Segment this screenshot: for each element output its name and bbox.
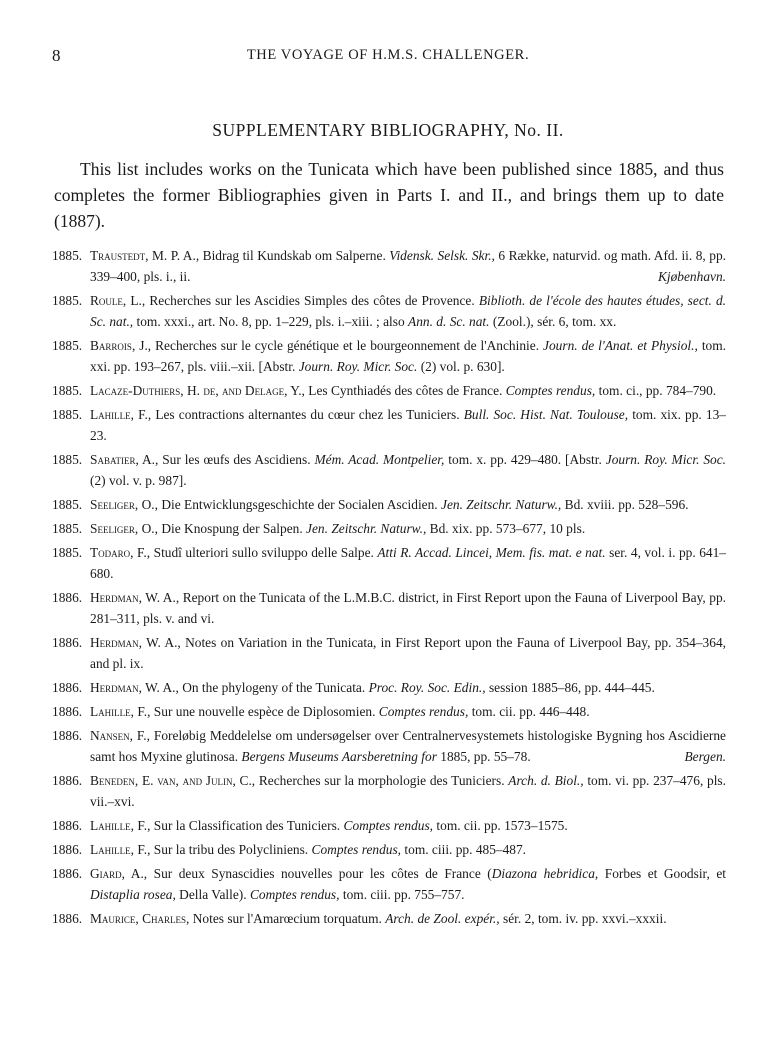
entry-details: tom. xxxi., art. No. 8, pp. 1–229, pls. i.–xiii. ; also — [136, 314, 405, 329]
entry-journal: Ann. d. Sc. nat. — [408, 314, 490, 329]
bibliography-entry — [52, 380, 726, 401]
entry-title: Report on the Tunicata of the L.M.B.C. district, in First Report upon the Fauna of Liverpool Bay, pp. 281–311, pls. v. and vi. — [90, 590, 726, 626]
entry-year: 1886. — [52, 842, 83, 857]
bibliography-entry — [52, 587, 726, 629]
entry-title: On the phylogeny of the Tunicata. — [182, 680, 366, 695]
entry-year: 1886. — [52, 680, 83, 695]
entry-journal: Comptes rendus, — [378, 704, 469, 719]
bibliography-entry — [52, 542, 726, 584]
entry-journal: Bergens Museums Aarsberetning for — [241, 749, 437, 764]
bibliography-entry — [52, 518, 726, 539]
bibliography-entry — [52, 335, 726, 377]
entry-details: (Zool.), sér. 6, tom. xx. — [492, 314, 617, 329]
entry-journal: Vidensk. Selsk. Skr., — [389, 248, 495, 263]
entry-journal: Proc. Roy. Soc. Edin., — [368, 680, 486, 695]
entry-author: Lahille, F., — [90, 704, 151, 719]
entry-details: 1885, pp. 55–78. — [440, 749, 531, 764]
entry-title: Recherches sur le cycle génétique et le bourgeonnement de l'Anchinie. — [155, 338, 540, 353]
entry-details: tom. xxi. pp. 193–267, pls. viii.–xii. [Abstr. — [90, 338, 726, 374]
entry-journal: Arch. de Zool. expér., — [385, 911, 500, 926]
entry-year: 1885. — [52, 248, 83, 263]
bibliography-entry — [52, 863, 726, 905]
entry-year: 1886. — [52, 728, 83, 743]
section-title: SUPPLEMENTARY BIBLIOGRAPHY, No. II. — [212, 120, 564, 140]
entry-details: tom. ci., pp. 784–790. — [598, 383, 717, 398]
entry-title: Studî ulteriori sullo sviluppo delle Salpe. — [153, 545, 374, 560]
entry-author: Barrois, J., — [90, 338, 152, 353]
entry-year: 1886. — [52, 866, 83, 881]
bibliography-entry — [52, 908, 726, 929]
entry-journal: Jen. Zeitschr. Naturw., — [441, 497, 562, 512]
entry-year: 1885. — [52, 383, 83, 398]
entry-year: 1886. — [52, 773, 83, 788]
entry-title: Sur deux Synascidies nouvelles pour les côtes de France ( — [153, 866, 492, 881]
entry-author: Nansen, F., — [90, 728, 150, 743]
entry-title: Notes on Variation in the Tunicata, in First Report upon the Fauna of Liverpool Bay, pp. 354–364, and pl. ix. — [90, 635, 726, 671]
entry-title: Notes sur l'Amarœcium torquatum. — [192, 911, 382, 926]
page-header — [52, 46, 724, 72]
entry-author: Herdman, W. A., — [90, 680, 179, 695]
entry-journal: Biblioth. de l'école des hautes études, sect. d. Sc. nat., — [90, 293, 726, 329]
entry-title: Sur la tribu des Polycliniens. — [153, 842, 309, 857]
entry-author: Sabatier, A., — [90, 452, 159, 467]
entry-author: Todaro, F., — [90, 545, 151, 560]
bibliography-entry — [52, 632, 726, 674]
entry-details: Bd. xviii. pp. 528–596. — [564, 497, 689, 512]
entry-details: session 1885–86, pp. 444–445. — [488, 680, 655, 695]
entry-title: Sur une nouvelle espèce de Diplosomien. — [153, 704, 376, 719]
entry-title: Die Knospung der Salpen. — [161, 521, 303, 536]
entry-details: sér. 2, tom. iv. pp. xxvi.–xxxii. — [503, 911, 667, 926]
entry-journal: Arch. d. Biol., — [508, 773, 584, 788]
bibliography-entry — [52, 725, 726, 767]
entry-author: Roule, L., — [90, 293, 146, 308]
entry-title: Sur les œufs des Ascidiens. — [162, 452, 311, 467]
bibliography-list — [52, 245, 726, 932]
entry-journal: Journ. de l'Anat. et Physiol., — [543, 338, 698, 353]
entry-year: 1885. — [52, 521, 83, 536]
entry-author: Herdman, W. A., — [90, 590, 180, 605]
entry-title: Recherches sur les Ascidies Simples des côtes de Provence. — [149, 293, 475, 308]
entry-details: Forbes et Goodsir, et — [604, 866, 726, 881]
entry-title: Recherches sur la morphologie des Tuniciers. — [258, 773, 505, 788]
entry-title: Bidrag til Kundskab om Salperne. — [202, 248, 386, 263]
bibliography-entry — [52, 449, 726, 491]
intro-paragraph: This list includes works on the Tunicata which have been published since 1885, and thus completes the former Bibliographies given in Parts I. and II., and brings them up to date (1887). — [54, 159, 724, 231]
entry-title: Les Cynthiadés des côtes de France. — [308, 383, 503, 398]
entry-year: 1885. — [52, 293, 83, 308]
bibliography-entry — [52, 677, 726, 698]
entry-journal: Diazona hebridica, — [491, 866, 599, 881]
entry-details: (2) vol. p. 630]. — [420, 359, 505, 374]
bibliography-entry — [52, 839, 726, 860]
entry-journal: Comptes rendus, — [343, 818, 434, 833]
entry-author: Lahille, F., — [90, 818, 151, 833]
entry-author: Giard, A., — [90, 866, 148, 881]
entry-year: 1886. — [52, 635, 83, 650]
entry-details: tom. vi. pp. 237–476, pls. vii.–xvi. — [90, 773, 726, 809]
entry-details: Bd. xix. pp. 573–677, 10 pls. — [429, 521, 586, 536]
entry-year: 1885. — [52, 497, 83, 512]
bibliography-entry — [52, 245, 726, 287]
entry-journal: Bull. Soc. Hist. Nat. Toulouse, — [463, 407, 629, 422]
entry-details: tom. ciii. pp. 485–487. — [404, 842, 527, 857]
entry-journal: Comptes rendus, — [249, 887, 340, 902]
entry-author: Lacaze-Duthiers, H. de, and Delage, Y., — [90, 383, 305, 398]
entry-author: Traustedt, M. P. A., — [90, 248, 200, 263]
page-number: 8 — [52, 46, 61, 65]
entry-author: Herdman, W. A., — [90, 635, 181, 650]
entry-author: Seeliger, O., — [90, 521, 158, 536]
running-head: THE VOYAGE OF H.M.S. CHALLENGER. — [246, 47, 530, 63]
entry-journal: Comptes rendus, — [311, 842, 402, 857]
bibliography-entry — [52, 494, 726, 515]
entry-details: tom. cii. pp. 446–448. — [471, 704, 590, 719]
entry-journal: Journ. Roy. Micr. Soc. — [605, 452, 727, 467]
entry-details: 6 Række, naturvid. og math. Afd. ii. 8, pp. 339–400, pls. i., ii. — [90, 248, 726, 284]
entry-place: Kjøbenhavn. — [657, 269, 726, 284]
entry-details: tom. ciii. pp. 755–757. — [342, 887, 465, 902]
entry-year: 1886. — [52, 818, 83, 833]
entry-details: tom. xix. pp. 13–23. — [90, 407, 726, 443]
entry-title: Les contractions alternantes du cœur chez les Tuniciers. — [155, 407, 460, 422]
entry-details: tom. cii. pp. 1573–1575. — [436, 818, 568, 833]
bibliography-entry — [52, 815, 726, 836]
entry-journal: Mém. Acad. Montpelier, — [314, 452, 445, 467]
entry-journal: Atti R. Accad. Lincei, Mem. fis. mat. e nat. — [377, 545, 606, 560]
entry-details: (2) vol. v. p. 987]. — [90, 473, 187, 488]
entry-author: Lahille, F., — [90, 407, 152, 422]
entry-author: Lahille, F., — [90, 842, 151, 857]
bibliography-entry — [52, 770, 726, 812]
entry-year: 1886. — [52, 590, 83, 605]
entry-details: tom. x. pp. 429–480. [Abstr. — [448, 452, 602, 467]
entry-title: Foreløbig Meddelelse om undersøgelser over Centralnervesystemets histologiske Bygning hos Ascidierne samt hos Myxine glutinosa. — [90, 728, 726, 764]
entry-year: 1885. — [52, 545, 83, 560]
entry-journal: Comptes rendus, — [505, 383, 596, 398]
entry-year: 1885. — [52, 338, 83, 353]
entry-year: 1886. — [52, 704, 83, 719]
entry-author: Seeliger, O., — [90, 497, 158, 512]
entry-journal: Jen. Zeitschr. Naturw., — [306, 521, 427, 536]
entry-author: Maurice, Charles, — [90, 911, 190, 926]
entry-details: ser. 4, vol. i. pp. 641–680. — [90, 545, 726, 581]
entry-journal: Journ. Roy. Micr. Soc. — [298, 359, 418, 374]
entry-year: 1886. — [52, 911, 83, 926]
entry-year: 1885. — [52, 452, 83, 467]
entry-place: Bergen. — [684, 749, 726, 764]
bibliography-entry — [52, 290, 726, 332]
entry-journal: Distaplia rosea, — [90, 887, 176, 902]
entry-year: 1885. — [52, 407, 83, 422]
bibliography-entry — [52, 404, 726, 446]
entry-author: Beneden, E. van, and Julin, C., — [90, 773, 256, 788]
entry-title: Sur la Classification des Tuniciers. — [153, 818, 341, 833]
entry-title: Die Entwicklungsgeschichte der Socialen Ascidien. — [161, 497, 438, 512]
bibliography-entry — [52, 701, 726, 722]
entry-details: Della Valle). — [179, 887, 247, 902]
